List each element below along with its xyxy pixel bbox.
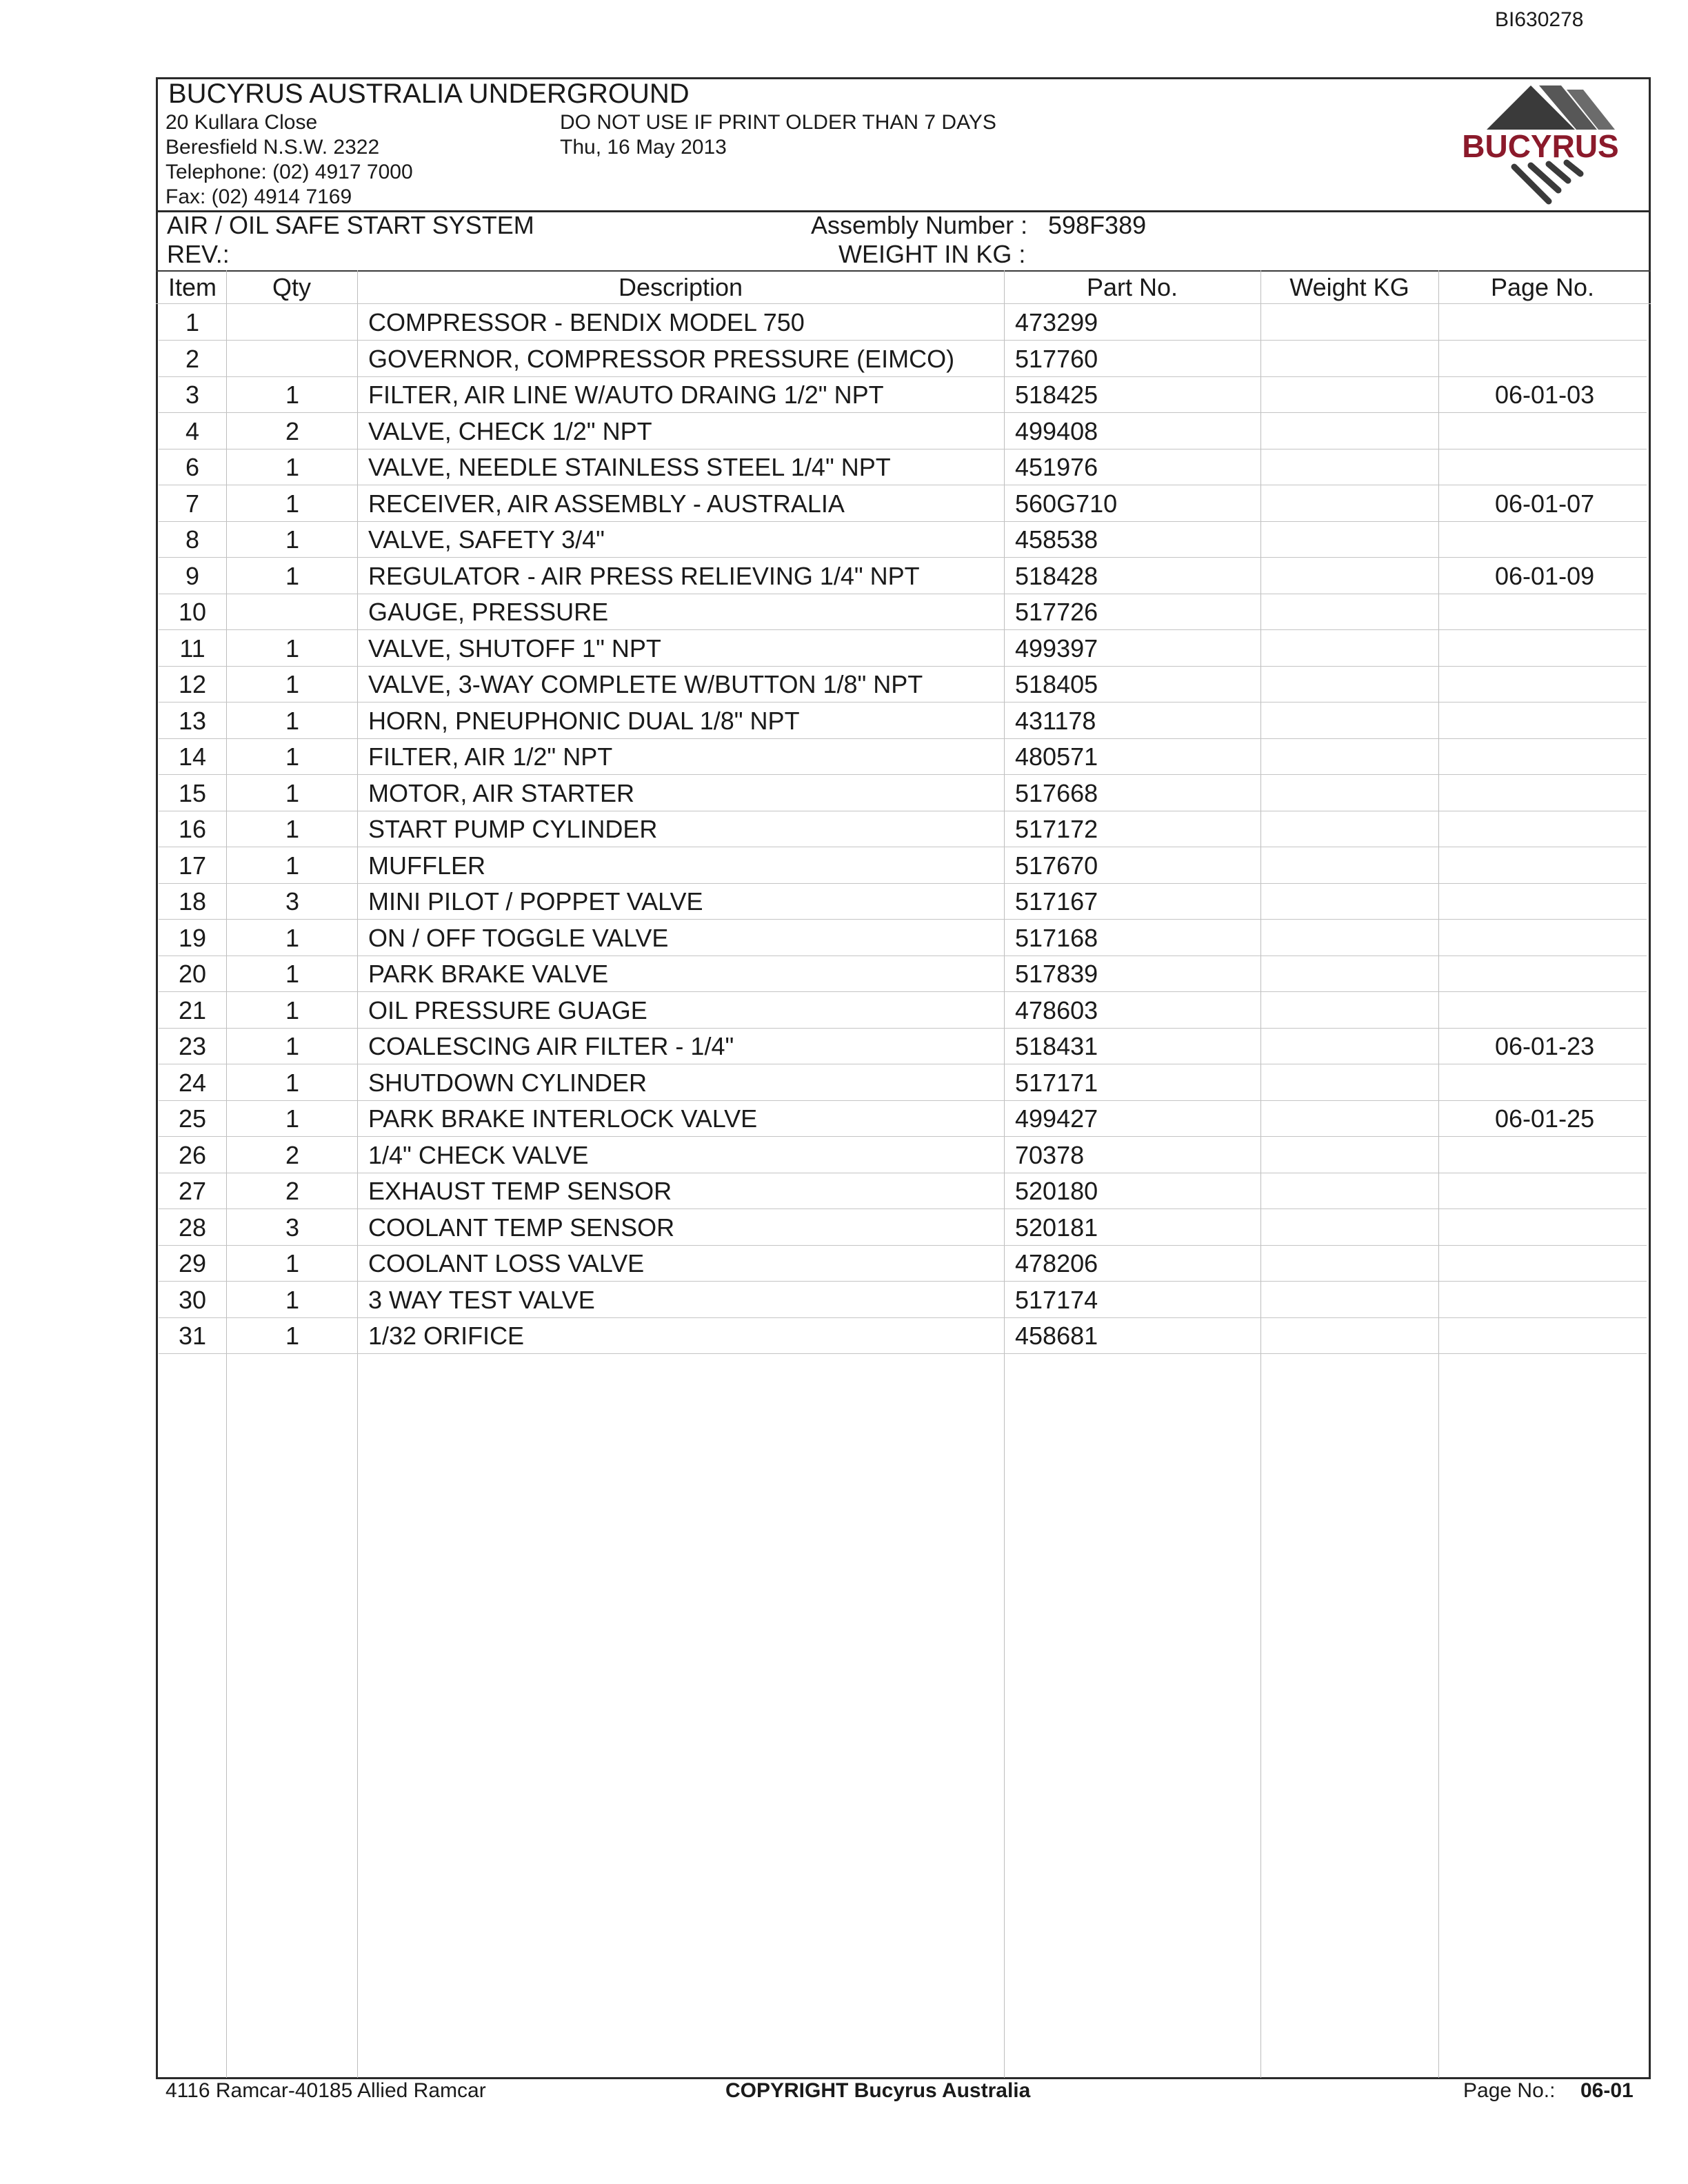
cell-part-no: 499408 (1015, 416, 1098, 445)
cell-part-no: 517760 (1015, 344, 1098, 373)
cell-part-no: 499397 (1015, 634, 1098, 663)
cell-part-no: 451976 (1015, 453, 1098, 481)
cell-qty: 1 (285, 525, 300, 554)
cell-qty: 2 (285, 1140, 300, 1169)
cell-description: 1/32 ORIFICE (368, 1322, 525, 1350)
cell-part-no: 517167 (1015, 887, 1098, 916)
cell-item: 17 (178, 851, 207, 880)
address-fax: Fax: (02) 4914 7169 (165, 185, 352, 208)
cell-item: 24 (178, 1068, 207, 1097)
cell-description: COOLANT TEMP SENSOR (368, 1213, 675, 1242)
cell-item: 4 (185, 416, 200, 445)
cell-description: VALVE, 3-WAY COMPLETE W/BUTTON 1/8" NPT (368, 670, 923, 698)
cell-description: COALESCING AIR FILTER - 1/4" (368, 1032, 734, 1060)
cell-part-no: 517174 (1015, 1285, 1098, 1314)
cell-part-no: 478603 (1015, 995, 1098, 1024)
cell-part-no: 517168 (1015, 923, 1098, 952)
table-row (159, 304, 1647, 341)
footer-page-label: Page No.: (1463, 2079, 1556, 2102)
cell-part-no: 499427 (1015, 1104, 1098, 1133)
bucyrus-logo (1445, 80, 1641, 207)
cell-qty: 1 (285, 561, 300, 590)
cell-item: 10 (178, 598, 207, 626)
cell-item: 6 (185, 453, 200, 481)
address-telephone: Telephone: (02) 4917 7000 (165, 161, 413, 183)
cell-description: MUFFLER (368, 851, 485, 880)
table-row (159, 1209, 1647, 1246)
cell-item: 27 (178, 1177, 207, 1205)
cell-qty: 1 (285, 670, 300, 698)
cell-item: 29 (178, 1249, 207, 1277)
cell-part-no: 520181 (1015, 1213, 1098, 1242)
header-item: Item (168, 273, 217, 301)
header-page-no: Page No. (1490, 273, 1595, 301)
cell-qty: 1 (285, 742, 300, 771)
header-qty: Qty (272, 273, 311, 301)
cell-part-no: 517171 (1015, 1068, 1098, 1097)
table-row (159, 1064, 1647, 1101)
table-row (159, 630, 1647, 667)
cell-description: SHUTDOWN CYLINDER (368, 1068, 647, 1097)
cell-item: 2 (185, 344, 200, 373)
cell-description: VALVE, CHECK 1/2" NPT (368, 416, 652, 445)
cell-description: 1/4" CHECK VALVE (368, 1140, 589, 1169)
revision-label: REV.: (167, 240, 230, 268)
logo-mountain-icon (1487, 85, 1615, 130)
cell-qty: 1 (285, 1104, 300, 1133)
cell-qty: 3 (285, 887, 300, 916)
table-row (159, 449, 1647, 485)
cell-qty: 3 (285, 1213, 300, 1242)
assembly-number: 598F389 (1048, 211, 1147, 239)
cell-part-no: 517668 (1015, 778, 1098, 807)
footer-copyright: COPYRIGHT Bucyrus Australia (725, 2079, 1031, 2102)
cell-page-no: 06-01-09 (1495, 561, 1595, 590)
cell-part-no: 517172 (1015, 815, 1098, 843)
table-row (159, 1137, 1647, 1173)
cell-qty: 1 (285, 381, 300, 409)
cell-description: GAUGE, PRESSURE (368, 598, 609, 626)
assembly-number-label: Assembly Number : (811, 211, 1028, 239)
cell-qty: 1 (285, 923, 300, 952)
cell-part-no: 431178 (1015, 706, 1096, 735)
cell-part-no: 473299 (1015, 308, 1098, 336)
cell-item: 30 (178, 1285, 207, 1314)
cell-part-no: 520180 (1015, 1177, 1098, 1205)
table-row (159, 341, 1647, 377)
header-weight-kg: Weight KG (1289, 273, 1409, 301)
cell-item: 25 (178, 1104, 207, 1133)
cell-part-no: 517839 (1015, 960, 1098, 988)
table-row (159, 1173, 1647, 1209)
cell-qty: 1 (285, 851, 300, 880)
table-row (159, 376, 1647, 413)
table-row (159, 1245, 1647, 1282)
table-row (159, 847, 1647, 884)
cell-description: GOVERNOR, COMPRESSOR PRESSURE (EIMCO) (368, 344, 955, 373)
header-part-no: Part No. (1086, 273, 1178, 301)
table-row (159, 883, 1647, 920)
cell-part-no: 560G710 (1015, 489, 1118, 518)
cell-item: 20 (178, 960, 207, 988)
company-name: BUCYRUS AUSTRALIA UNDERGROUND (168, 79, 690, 109)
cell-qty: 1 (285, 453, 300, 481)
table-row (159, 558, 1647, 594)
cell-part-no: 518428 (1015, 561, 1098, 590)
address-street: 20 Kullara Close (165, 111, 318, 134)
cell-description: COMPRESSOR - BENDIX MODEL 750 (368, 308, 805, 336)
table-row (159, 811, 1647, 847)
cell-description: START PUMP CYLINDER (368, 815, 658, 843)
cell-qty: 1 (285, 815, 300, 843)
cell-item: 26 (178, 1140, 207, 1169)
cell-item: 16 (178, 815, 207, 843)
cell-qty: 1 (285, 1322, 300, 1350)
cell-page-no: 06-01-03 (1495, 381, 1595, 409)
table-row (159, 1028, 1647, 1064)
cell-qty: 1 (285, 778, 300, 807)
cell-page-no: 06-01-23 (1495, 1032, 1595, 1060)
cell-part-no: 518405 (1015, 670, 1098, 698)
cell-item: 15 (178, 778, 207, 807)
print-warning: DO NOT USE IF PRINT OLDER THAN 7 DAYS (560, 111, 996, 134)
cell-item: 14 (178, 742, 207, 771)
cell-part-no: 517726 (1015, 598, 1098, 626)
cell-description: 3 WAY TEST VALVE (368, 1285, 595, 1314)
address-city: Beresfield N.S.W. 2322 (165, 136, 380, 159)
cell-part-no: 478206 (1015, 1249, 1098, 1277)
cell-part-no: 517670 (1015, 851, 1098, 880)
cell-part-no: 458681 (1015, 1322, 1098, 1350)
table-row (159, 1317, 1647, 1354)
cell-description: ON / OFF TOGGLE VALVE (368, 923, 669, 952)
table-row (159, 702, 1647, 739)
cell-description: RECEIVER, AIR ASSEMBLY - AUSTRALIA (368, 489, 845, 518)
table-row (159, 413, 1647, 449)
cell-item: 31 (178, 1322, 207, 1350)
table-row (159, 521, 1647, 558)
cell-part-no: 480571 (1015, 742, 1098, 771)
table-row (159, 920, 1647, 956)
cell-description: COOLANT LOSS VALVE (368, 1249, 645, 1277)
cell-qty: 1 (285, 1249, 300, 1277)
table-row (159, 485, 1647, 522)
cell-qty: 1 (285, 1285, 300, 1314)
cell-item: 11 (179, 634, 205, 663)
footer-model: 4116 Ramcar-40185 Allied Ramcar (165, 2079, 486, 2102)
table-row (159, 956, 1647, 992)
weight-in-kg-label: WEIGHT IN KG : (838, 240, 1026, 268)
cell-page-no: 06-01-07 (1495, 489, 1595, 518)
cell-description: PARK BRAKE VALVE (368, 960, 609, 988)
table-row (159, 775, 1647, 811)
cell-qty: 1 (285, 1032, 300, 1060)
cell-description: MINI PILOT / POPPET VALVE (368, 887, 703, 916)
table-row (159, 1100, 1647, 1137)
cell-item: 19 (178, 923, 207, 952)
table-row (159, 1282, 1647, 1318)
cell-qty: 1 (285, 995, 300, 1024)
cell-item: 13 (178, 706, 207, 735)
cell-description: FILTER, AIR LINE W/AUTO DRAING 1/2" NPT (368, 381, 884, 409)
cell-item: 28 (178, 1213, 207, 1242)
cell-item: 1 (185, 308, 200, 336)
cell-description: PARK BRAKE INTERLOCK VALVE (368, 1104, 758, 1133)
cell-part-no: 518431 (1015, 1032, 1098, 1060)
document-id: BI630278 (1495, 8, 1584, 31)
cell-description: MOTOR, AIR STARTER (368, 778, 635, 807)
cell-item: 7 (185, 489, 200, 518)
cell-item: 18 (178, 887, 207, 916)
logo-text: BUCYRUS (1462, 128, 1619, 164)
table-row (159, 666, 1647, 702)
cell-qty: 2 (285, 416, 300, 445)
cell-item: 12 (178, 670, 207, 698)
assembly-title: AIR / OIL SAFE START SYSTEM (167, 211, 534, 239)
table-row (159, 992, 1647, 1029)
cell-item: 21 (178, 995, 207, 1024)
cell-part-no: 70378 (1015, 1140, 1085, 1169)
cell-description: FILTER, AIR 1/2" NPT (368, 742, 613, 771)
cell-part-no: 458538 (1015, 525, 1098, 554)
cell-item: 3 (185, 381, 200, 409)
cell-description: VALVE, SHUTOFF 1" NPT (368, 634, 661, 663)
cell-qty: 1 (285, 489, 300, 518)
cell-description: VALVE, NEEDLE STAINLESS STEEL 1/4" NPT (368, 453, 891, 481)
cell-qty: 1 (285, 960, 300, 988)
table-row (159, 594, 1647, 630)
table-row (159, 738, 1647, 775)
cell-qty: 1 (285, 634, 300, 663)
cell-qty: 1 (285, 706, 300, 735)
cell-description: HORN, PNEUPHONIC DUAL 1/8" NPT (368, 706, 800, 735)
cell-description: VALVE, SAFETY 3/4" (368, 525, 605, 554)
cell-page-no: 06-01-25 (1495, 1104, 1595, 1133)
cell-item: 9 (185, 561, 200, 590)
cell-item: 8 (185, 525, 200, 554)
logo-stripes-icon (1514, 163, 1580, 201)
cell-description: REGULATOR - AIR PRESS RELIEVING 1/4" NPT (368, 561, 920, 590)
cell-part-no: 518425 (1015, 381, 1098, 409)
cell-item: 23 (178, 1032, 207, 1060)
footer-page-number: 06-01 (1580, 2079, 1634, 2102)
cell-qty: 1 (285, 1068, 300, 1097)
print-date: Thu, 16 May 2013 (560, 136, 727, 159)
cell-description: OIL PRESSURE GUAGE (368, 995, 647, 1024)
cell-qty: 2 (285, 1177, 300, 1205)
header-description: Description (618, 273, 743, 301)
cell-description: EXHAUST TEMP SENSOR (368, 1177, 672, 1205)
